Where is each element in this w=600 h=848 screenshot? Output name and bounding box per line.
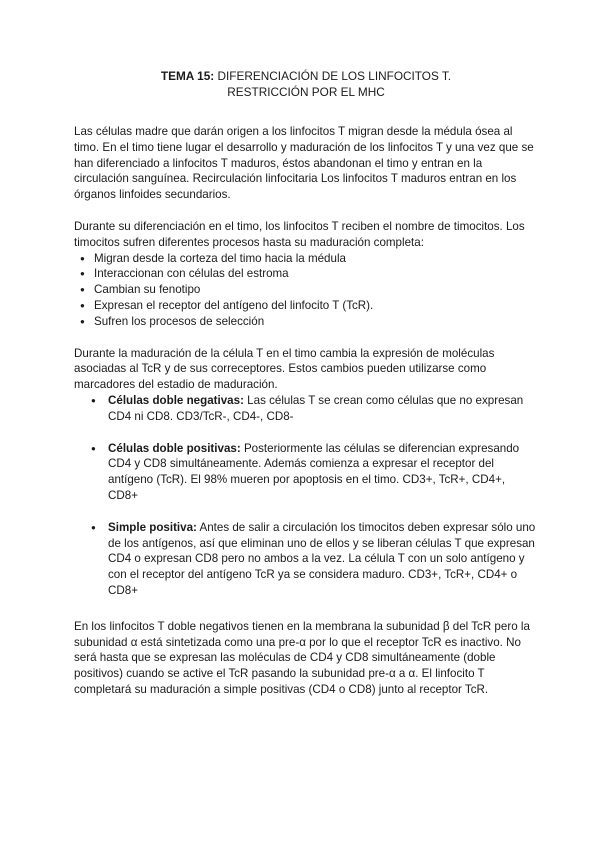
stage-text: Antes de salir a circulación los timocitos deben expresar sólo uno de los antígenos, así que eliminan uno de ellos y se liberan células T que expresan CD4 o expresan CD8 pero no ambos a la vez. La célula T con un solo antígeno y con el receptor del antígeno TcR ya se considera maduro. CD3+, TcR+, CD4+ o CD8+: [108, 520, 536, 597]
list-item: ● Cambian su fenotipo: [74, 282, 538, 298]
title-line-1: [74, 68, 538, 84]
document-page: [74, 68, 538, 714]
title-line-2: RESTRICCIÓN POR EL MHC: [227, 85, 385, 99]
stage-item-doble-negativas: [74, 393, 538, 425]
stage-lead: Simple positiva:: [108, 520, 197, 534]
list-item: ● Interaccionan con células del estroma: [74, 266, 538, 282]
paragraph-timocitos: Durante su diferenciación en el timo, los linfocitos T reciben el nombre de timocitos. Los timocitos sufren diferentes procesos hasta su maduración completa:: [74, 219, 525, 249]
title-topic-number: TEMA 15:: [160, 69, 215, 83]
paragraph-maduracion: Durante la maduración de la célula T en el timo cambia la expresión de moléculas asociadas al TcR y de sus correceptores. Estos cambios pueden utilizarse como marcadores del estadio de maduración.: [74, 346, 495, 392]
stage-lead: Células doble negativas:: [108, 393, 244, 407]
stage-item-doble-positivas: [74, 441, 538, 504]
paragraph-intro: Las células madre que darán origen a los linfocitos T migran desde la médula ósea al timo. En el timo tiene lugar el desarrollo y maduración de los linfocitos T y una vez que se han diferenciado a linfocitos T maduros, éstos abandonan el timo y entran en la circulación sanguínea. Recirculación linfocitaria Los linfocitos T maduros entran en los órganos linfoides secundarios.: [74, 125, 534, 202]
document-title: [74, 68, 538, 100]
stage-text: Las células T se crean como células que no expresan CD4 ni CD8. CD3/TcR-, CD4-, CD8-: [108, 393, 524, 423]
stage-lead: Células doble positivas:: [108, 441, 241, 455]
paragraph-subunidades: En los linfocitos T doble negativos tienen en la membrana la subunidad β del TcR pero la subunidad α está sintetizada como una pre-α por lo que el receptor TcR es inactivo. No será hasta que se expresan las moléculas de CD4 y CD8 simultáneamente (doble positivos) cuando se active el TcR pasando la subunidad pre-α a α. El linfocito T completará su maduración a simple positivas (CD4 o CD8) junto al receptor TcR.: [74, 619, 530, 696]
list-item: ● Migran desde la corteza del timo hacia la médula: [74, 251, 538, 267]
list-item: ● Sufren los procesos de selección: [74, 314, 538, 330]
list-item: ● Expresan el receptor del antígeno del linfocito T (TcR).: [74, 298, 538, 314]
process-list: [74, 251, 538, 330]
stage-item-simple-positiva: [74, 520, 538, 599]
stage-text: Posteriormente las células se diferencian expresando CD4 y CD8 simultáneamente. Además comienza a expresar el receptor del antígeno (TcR). El 98% mueren por apoptosis en el timo. CD3+, TcR+, CD4+, CD8+: [108, 441, 520, 502]
title-topic-name: DIFERENCIACIÓN DE LOS LINFOCITOS T.: [214, 69, 452, 83]
stage-list: [74, 393, 538, 599]
